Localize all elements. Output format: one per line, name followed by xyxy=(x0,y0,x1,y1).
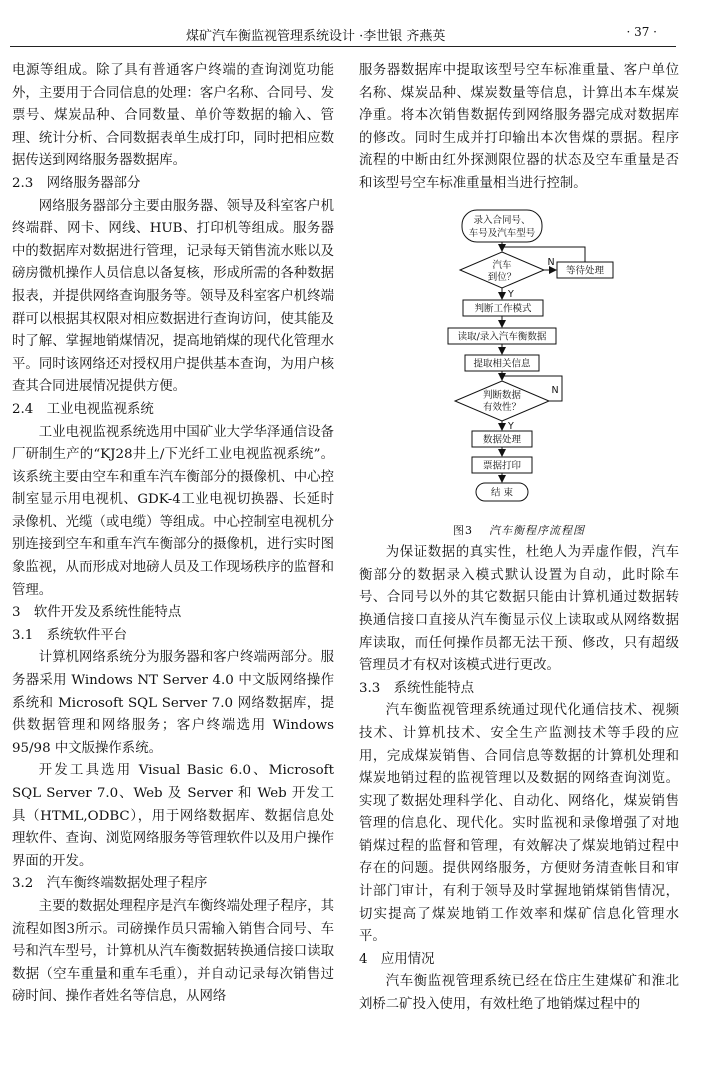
process-label: 数据处理 xyxy=(482,434,522,446)
section-number: 3.1 xyxy=(12,627,34,643)
section-heading-2-3 xyxy=(12,173,334,196)
figure-caption xyxy=(359,520,679,543)
section-title: 系统软件平台 xyxy=(46,627,128,643)
section-title: 软件开发及系统性能特点 xyxy=(33,605,182,621)
section-title: 工业电视监视系统 xyxy=(46,401,154,417)
paragraph: 服务器数据库中提取该型号空车标准重量、客户单位名称、煤炭品种、煤炭数量等信息，计算出本车煤炭净重。将本次销售数据传到网络服务器完成对数据库的修改。同时生成并打印输出本次售煤的票据。程序流程的中断由红外探测限位器的状态及空车重量是否和该型号空车标准重量相当进行控制。 xyxy=(359,63,679,191)
running-header xyxy=(10,22,675,46)
paragraph: 为保证数据的真实性，杜绝人为弄虚作假，汽车衡部分的数据录入模式默认设置为自动，此时除车号、合同号以外的其它数据只能由计算机通过数据转换通信接口直接从汽车衡显示仪上读取或从网络数据库读取，而任何操作员都无法干预、修改，只有超级管理员才有权对该模式进行更改。 xyxy=(359,545,679,674)
figure-number: 图3 xyxy=(453,523,473,537)
section-number: 2.4 xyxy=(12,401,34,417)
mode-label: 判断工作模式 xyxy=(474,303,532,315)
figure-title: 汽车衡程序流程图 xyxy=(489,523,585,537)
paragraph: 汽车衡监视管理系统通过现代化通信技术、视频技术、计算机技术、安全生产监测技术等手段的应用，完成煤炭销售、合同信息等数据的计算机处理和煤炭地销过程的监视管理以及数据的网络查询浏览。实现了数据处理科学化、自动化、网络化，煤炭销售管理的信息化、现代化。实时监视和录像增强了对地销煤过程的监督和管理，有效解决了煤炭地销过程中存在的问题。提供网络服务，方便财务清查帐目和审计部门审计，有利于领导及时掌握地销煤销售情况，切实提高了煤炭地销工作效率和煤矿信息化管理水平。 xyxy=(359,703,679,945)
section-number: 3.3 xyxy=(359,680,381,696)
left-column xyxy=(12,60,334,1009)
flowchart-figure xyxy=(359,202,679,520)
section-title: 汽车衡终端数据处理子程序 xyxy=(46,876,208,892)
header-rule xyxy=(10,46,676,47)
section-heading-3-3 xyxy=(359,678,679,701)
section-title: 系统性能特点 xyxy=(393,680,475,696)
decision2-label-2: 有效性？ xyxy=(482,401,522,413)
paragraph: 主要的数据处理程序是汽车衡终端处理子程序，其流程如图3所示。司磅操作员只需输入销售合同号、车号和汽车型号，计算机从汽车衡数据转换通信接口读取数据（空车重量和重车毛重），并自动记录每次销售过磅时间、操作者姓名等信息，从网络 xyxy=(12,898,334,1005)
paragraph: 电源等组成。除了具有普通客户终端的查询浏览功能外，主要用于合同信息的处理：客户名称、合同号、发票号、煤炭品种、合同数量、单价等数据的输入、管理、统计分析、合同数据表单生成打印，同时把相应数据传送到网络服务器数据库。 xyxy=(12,63,334,169)
paragraph: 计算机网络系统分为服务器和客户终端两部分。服务器采用 Windows NT Server 4.0 中文版网络操作系统和 Microsoft SQL Server 7.0 网络数据库，提供数据管理和网络服务；客户终端选用 Windows 95/98 中文版操作系统。 xyxy=(12,650,334,756)
section-number: 3.2 xyxy=(12,876,34,892)
print-label: 票据打印 xyxy=(482,460,522,472)
paragraph: 网络服务器部分主要由服务器、领导及科室客户机终端群、网卡、网线、HUB、打印机等组成。服务器中的数据库对数据进行管理，记录每天销售流水账以及磅房微机操作人员信息以备复核，形成所需的各种数据报表，并提供网络查询服务等。领导及科室客户机终端群可以根据其权限对相应数据进行查询访问，使其能及时了解、掌握地销煤情况，提高地销煤的现代化管理水平。同时该网络还对授权用户提供基本查询，为用户核查其合同进展情况提供方便。 xyxy=(12,198,334,395)
decision2-yes: Y xyxy=(508,420,514,432)
section-number: 2.3 xyxy=(12,175,34,191)
section-heading-3-2 xyxy=(12,873,334,896)
section-heading-3 xyxy=(12,602,334,625)
wait-label: 等待处理 xyxy=(565,265,605,277)
decision2-no: N xyxy=(551,384,559,396)
decision2-label-1: 判断数据 xyxy=(482,389,522,401)
decision1-yes: Y xyxy=(508,288,514,300)
section-heading-3-1 xyxy=(12,625,334,648)
section-heading-4 xyxy=(359,949,679,972)
flow-loop-line xyxy=(502,247,585,262)
section-number: 3 xyxy=(12,605,21,621)
end-label: 结 束 xyxy=(490,487,514,499)
paragraph: 汽车衡监视管理系统已经在岱庄生建煤矿和淮北刘桥二矿投入使用，有效杜绝了地销煤过程中的 xyxy=(359,974,679,1013)
running-title: 煤矿汽车衡监视管理系统设计 ·李世银 齐燕英 xyxy=(186,29,446,44)
page-number: · 37 · xyxy=(626,25,657,39)
paragraph: 开发工具选用 Visual Basic 6.0、Microsoft SQL Server 7.0、Web 及 Server 和 Web 开发工具（HTML,ODBC），用于网络数据库、数据信息处理软件、查询、浏览网络服务等管理软件以及用户操作界面的开发。 xyxy=(12,763,334,869)
start-label-1: 录入合同号、 xyxy=(473,214,531,226)
section-number: 4 xyxy=(359,951,368,967)
right-column xyxy=(359,60,679,1017)
start-label-2: 车号及汽车型号 xyxy=(468,227,536,239)
decision1-no: N xyxy=(547,256,555,268)
section-heading-2-4 xyxy=(12,399,334,422)
decision1-label-2: 到位？ xyxy=(487,271,517,283)
section-title: 应用情况 xyxy=(380,951,435,967)
decision-data-valid xyxy=(455,381,549,421)
section-title: 网络服务器部分 xyxy=(46,175,141,191)
flowchart-svg xyxy=(359,202,679,520)
read-label: 读取/录入汽车衡数据 xyxy=(457,331,547,343)
extract-label: 提取相关信息 xyxy=(473,358,531,370)
decision1-label-1: 汽车 xyxy=(492,259,512,271)
paragraph: 工业电视监视系统选用中国矿业大学华泽通信设备厂研制生产的“KJ28井上/下光纤工业电视监视系统”。该系统主要由空车和重车汽车衡部分的摄像机、中心控制室显示用电视机、GDK-4工业电视切换器、长延时录像机、光缆（或电缆）等组成。中心控制室电视机分别连接到空车和重车汽车衡部分的摄像机，进行实时图象监视，从而形成对地磅人员及工作现场秩序的监督和管理。 xyxy=(12,424,334,598)
